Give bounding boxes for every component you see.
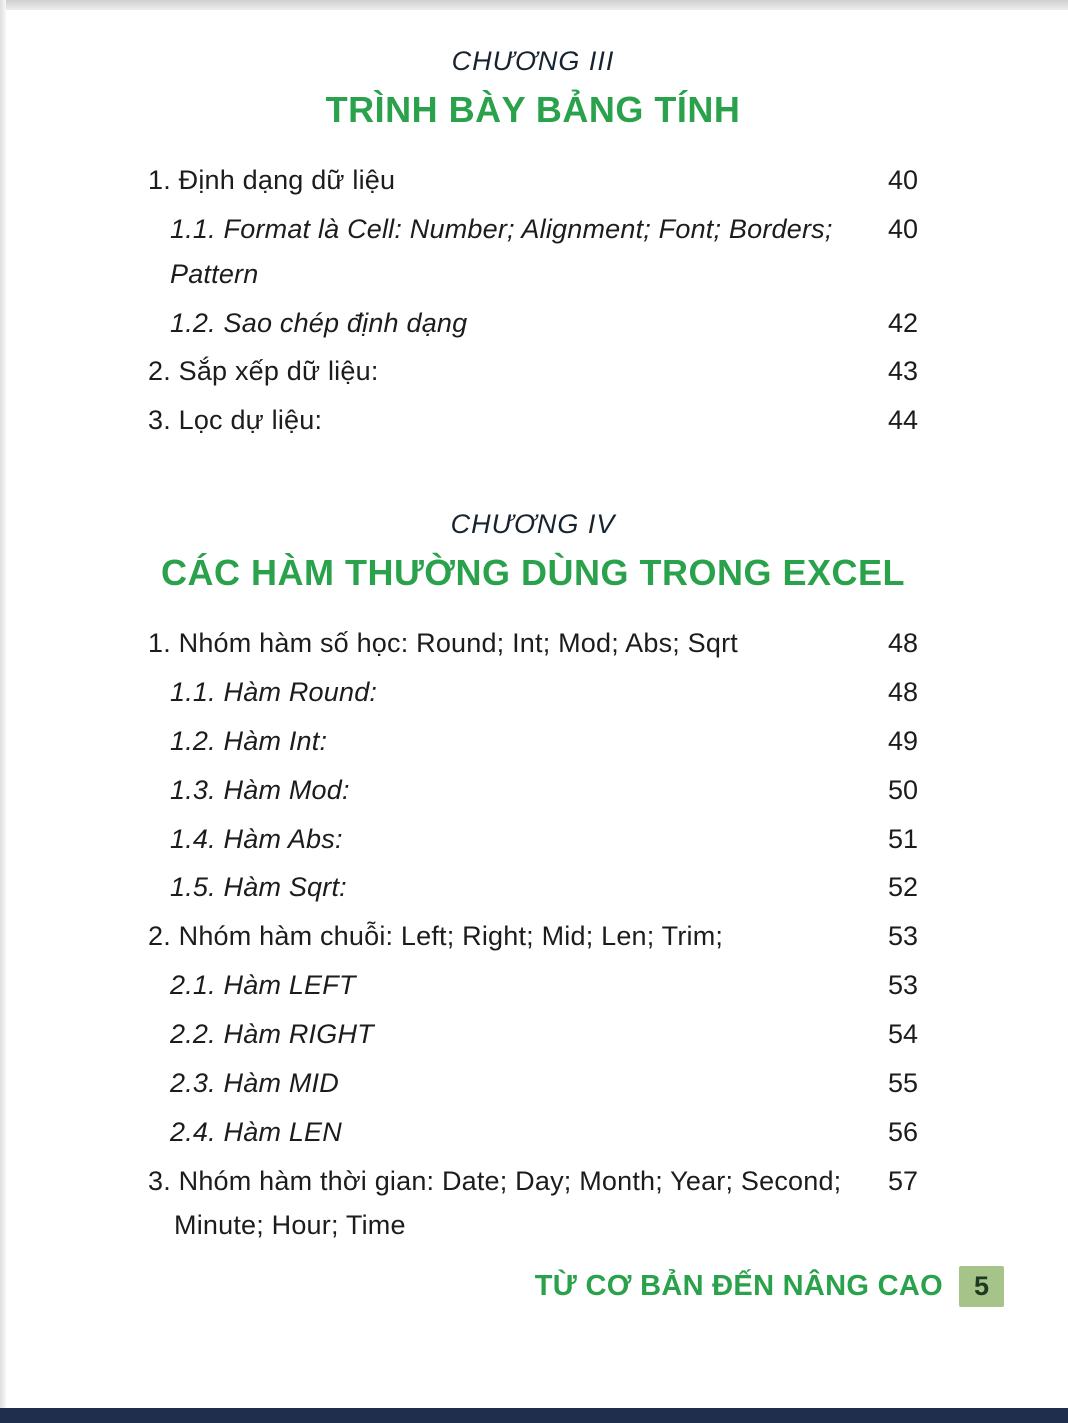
- toc-entry: [148, 308, 918, 340]
- toc-entry-text: 1.4. Hàm Abs:: [170, 823, 343, 854]
- toc-entry: [148, 1117, 918, 1149]
- page-edge-left: [0, 0, 6, 1423]
- toc-entry: [148, 824, 918, 856]
- toc-entry-list: [148, 628, 918, 1242]
- toc-entry-text: 2.3. Hàm MID: [170, 1067, 339, 1098]
- toc-entry-text: 2. Nhóm hàm chuỗi: Left; Right; Mid; Len; Trim;: [148, 921, 724, 952]
- toc-section: [148, 509, 918, 1242]
- toc-entry: [148, 970, 918, 1002]
- chapter-title: TRÌNH BÀY BẢNG TÍNH: [325, 89, 741, 130]
- toc-entry-page: 50: [887, 774, 918, 805]
- toc-entry: [148, 405, 918, 437]
- page-footer: [535, 1266, 1004, 1307]
- toc-sections: [148, 46, 918, 1242]
- toc-entry-continuation-text: Minute; Hour; Time: [174, 1210, 406, 1241]
- toc-entry-text: 1.3. Hàm Mod:: [170, 774, 350, 805]
- chapter-title: CÁC HÀM THƯỜNG DÙNG TRONG EXCEL: [160, 552, 906, 594]
- chapter-label: CHƯƠNG IV: [450, 509, 616, 540]
- toc-entry-continuation-text: Pattern: [170, 258, 259, 289]
- page-edge-bottom: [0, 1408, 1068, 1423]
- chapter-label: CHƯƠNG III: [451, 46, 615, 76]
- toc-entry: [148, 628, 918, 660]
- toc-entry: [148, 356, 918, 388]
- toc-entry: [148, 921, 918, 953]
- toc-entry-page: 42: [887, 307, 918, 338]
- toc-entry-page: 52: [887, 872, 918, 903]
- toc-entry-page: 40: [887, 165, 918, 195]
- toc-entry-page: 57: [887, 1165, 918, 1196]
- toc-entry: [148, 726, 918, 758]
- toc-entry-page: 48: [887, 628, 918, 659]
- toc-entry: [148, 1166, 918, 1198]
- toc-entry-page: 53: [887, 921, 918, 952]
- toc-entry-continuation: [148, 259, 918, 291]
- toc-entry-text: 3. Nhóm hàm thời gian: Date; Day; Month; Year; Second;: [148, 1165, 842, 1196]
- toc-entry-page: 56: [887, 1116, 918, 1147]
- footer-title: TỪ CƠ BẢN ĐẾN NÂNG CAO: [534, 1270, 943, 1302]
- toc-entry: [148, 1019, 918, 1051]
- toc-section: [148, 46, 918, 437]
- toc-entry-text: 3. Lọc dự liệu:: [148, 405, 323, 436]
- toc-entry-text: 2. Sắp xếp dữ liệu:: [148, 356, 379, 387]
- toc-entry-page: 49: [887, 725, 918, 756]
- toc-entry-text: 1.2. Sao chép định dạng: [170, 307, 468, 338]
- toc-entry-list: [148, 165, 918, 437]
- toc-entry-continuation: [148, 1210, 918, 1242]
- toc-entry-text: 2.1. Hàm LEFT: [170, 970, 356, 1001]
- toc-entry-page: 51: [887, 823, 918, 854]
- toc-entry-page: 40: [887, 213, 918, 244]
- toc-entry: [148, 1068, 918, 1100]
- toc-entry-text: 1.1. Format là Cell: Number; Alignment; Font; Borders;: [170, 213, 833, 244]
- toc-entry-page: 43: [887, 356, 918, 387]
- toc-entry-text: 1. Định dạng dữ liệu: [148, 165, 396, 195]
- toc-entry: [148, 214, 918, 246]
- toc-entry-text: 2.4. Hàm LEN: [170, 1116, 342, 1147]
- toc-entry: [148, 775, 918, 807]
- toc-entry: [148, 165, 918, 197]
- toc-entry-text: 1.5. Hàm Sqrt:: [170, 872, 347, 903]
- toc-entry: [148, 872, 918, 904]
- toc-entry-page: 55: [887, 1067, 918, 1098]
- toc-entry-text: 1.2. Hàm Int:: [170, 725, 328, 756]
- toc-entry-text: 1. Nhóm hàm số học: Round; Int; Mod; Abs; Sqrt: [148, 628, 738, 659]
- toc-entry-page: 53: [887, 970, 918, 1001]
- page-edge-top: [0, 0, 1068, 10]
- toc-entry-page: 48: [887, 677, 918, 708]
- toc-entry-page: 54: [887, 1019, 918, 1050]
- toc-entry-page: 44: [887, 405, 918, 436]
- toc-entry-text: 2.2. Hàm RIGHT: [170, 1019, 374, 1050]
- toc-entry-text: 1.1. Hàm Round:: [170, 677, 378, 708]
- toc-entry: [148, 677, 918, 709]
- page-number-badge: 5: [959, 1266, 1004, 1307]
